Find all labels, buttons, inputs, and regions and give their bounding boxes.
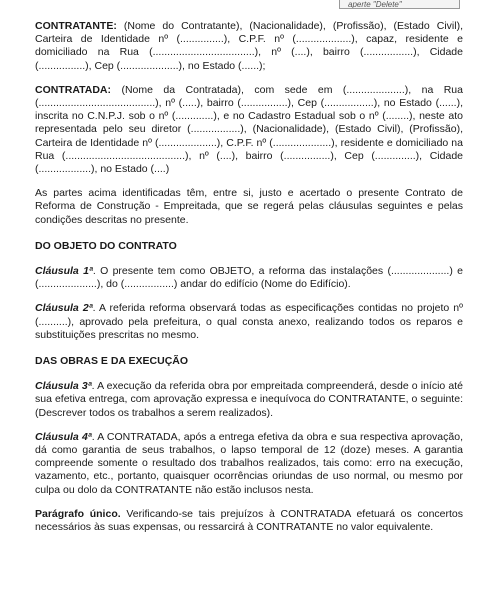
contratada-text: (Nome da Contratada), com sede em (....................), na Rua (........................................), nº (.....), bairro (................), Cep (.................), no Estado (......), inscrita no C.N.P.J. sob o nº (.............), e no Cadastro Estadual sob o nº (........), neste ato representada pelo seu diretor (.................), (Nacionalidade), (Estado Civil), (Profissão), Carteira de Identidade nº (....................), C.P.F. nº (....................), residente e domiciliado na Rua (.........................................), nº (....), bairro (................), Cep (..............), Cidade (..................), no Estado (....): [35, 83, 463, 176]
contratada-label: CONTRATADA:: [35, 83, 112, 96]
delete-hint-box: aperte "Delete": [339, 0, 460, 9]
clause-1-text: . O presente tem como OBJETO, a reforma das instalações (....................) e (....................), do (.................) andar do edifício (Nome do Edifício).: [35, 265, 463, 291]
contract-document: [35, 20, 463, 545]
clause-3-label: Cláusula 3ª: [35, 380, 92, 393]
contratada-paragraph: [35, 84, 463, 176]
paragrafo-unico-label: Parágrafo único.: [35, 507, 121, 520]
section-heading-objeto: DO OBJETO DO CONTRATO: [35, 239, 177, 252]
intro-paragraph: As partes acima identificadas têm, entre si, justo e acertado o presente Contrato de Reforma de Construção - Empreitada, que se regerá pelas cláusulas seguintes e pelas condições descritas no presente.: [35, 187, 463, 226]
clause-1-label: Cláusula 1ª: [35, 265, 93, 278]
clause-2-text: . A referida reforma observará todas as especificações contidas no projeto nº (..........), aprovado pela prefeitura, o qual consta anexo, realizando todos os reparos e substituições prescritas no mesmo.: [35, 302, 463, 341]
clause-4: [35, 431, 463, 497]
clause-3: [35, 380, 463, 420]
contratante-paragraph: [35, 20, 463, 73]
clause-2-label: Cláusula 2ª: [35, 302, 93, 315]
contratante-label: CONTRATANTE:: [35, 20, 117, 32]
paragrafo-unico: [35, 508, 463, 534]
section-heading-obras: DAS OBRAS E DA EXECUÇÃO: [35, 355, 189, 368]
clause-4-label: Cláusula 4ª: [35, 430, 92, 443]
clause-4-text: . A CONTRATADA, após a entrega efetiva da obra e sua respectiva aprovação, dá como garantia de seus trabalhos, o lapso temporal de 12 (doze) meses. A garantia compreende somente o resultado dos trabalhos realizados, tais como: erro na execução, vazamento, etc., portanto, quaisquer ocorrências oriundas de uso normal, ou mesmo por culpa ou dolo da CONTRATANTE não estão inclusos nesta.: [35, 430, 463, 496]
contratante-text: (Nome do Contratante), (Nacionalidade), (Profissão), (Estado Civil), Carteira de Identidade nº (...............), C.P.F. nº (...................), capaz, residente e domiciliado na Rua (...................................), nº (....), bairro (.................), Cidade (................), Cep (....................), no Estado (......);: [35, 20, 463, 72]
paragrafo-unico-text: Verificando-se tais prejuízos à CONTRATADA efetuará os concertos necessários às suas expensas, ou ressarcirá à CONTRATANTE no valor equivalente.: [35, 507, 464, 534]
clause-3-text: . A execução da referida obra por empreitada compreenderá, desde o início até sua efetiva entrega, com aprovação expressa e inequívoca do CONTRATANTE, o seguinte: (Descrever todos os trabalhos a serem realizados).: [35, 380, 463, 419]
clause-1: [35, 265, 463, 291]
clause-2: [35, 302, 463, 342]
